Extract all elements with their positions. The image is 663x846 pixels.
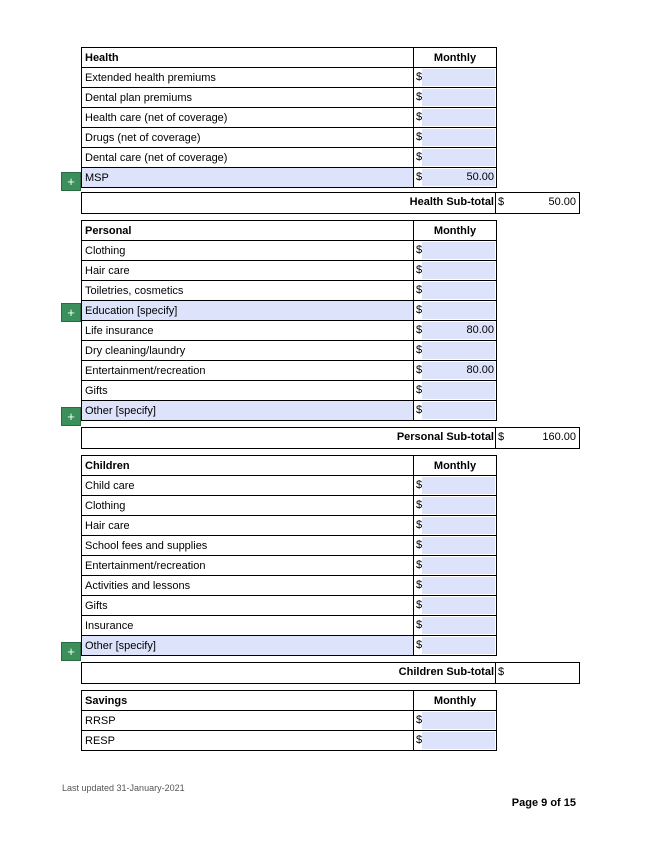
health-header-row: [82, 48, 497, 68]
personal-header-row: [82, 221, 497, 241]
row-label: Dry cleaning/laundry: [82, 341, 414, 361]
currency-symbol: $: [416, 244, 423, 256]
health-title: Health: [82, 48, 414, 68]
row-label: Gifts: [82, 596, 414, 616]
amount-input[interactable]: [422, 617, 495, 634]
row-label: Toiletries, cosmetics: [82, 281, 414, 301]
currency-symbol: $: [498, 196, 505, 208]
amount-input[interactable]: [422, 597, 495, 614]
currency-symbol: $: [416, 519, 423, 531]
personal-subtotal-row: [81, 427, 580, 449]
health-row-drugs: [82, 128, 497, 148]
amount-input[interactable]: [422, 69, 495, 86]
amount-input[interactable]: [422, 477, 495, 494]
personal-row-entertainment: [82, 361, 497, 381]
children-subtotal-value: [495, 663, 579, 683]
amount-input[interactable]: [422, 382, 495, 399]
add-row-button[interactable]: +: [61, 642, 81, 661]
children-row-hair-care: [82, 516, 497, 536]
row-label: Insurance: [82, 616, 414, 636]
row-label-input[interactable]: Education [specify]: [82, 301, 414, 321]
personal-subtotal-value: [495, 428, 579, 448]
amount-input[interactable]: 80.00: [422, 362, 495, 379]
currency-symbol: $: [416, 714, 423, 726]
add-row-button[interactable]: +: [61, 172, 81, 191]
amount-input[interactable]: [422, 109, 495, 126]
row-label: School fees and supplies: [82, 536, 414, 556]
currency-symbol: $: [416, 364, 423, 376]
amount-input[interactable]: 80.00: [422, 322, 495, 339]
row-label-input[interactable]: MSP: [82, 168, 414, 188]
add-row-button[interactable]: +: [61, 407, 81, 426]
amount-input[interactable]: [422, 149, 495, 166]
health-row-msp: [82, 168, 497, 188]
health-row-health-care: [82, 108, 497, 128]
personal-row-other: [82, 401, 497, 421]
personal-monthly-header: Monthly: [414, 221, 497, 241]
children-row-child-care: [82, 476, 497, 496]
currency-symbol: $: [498, 666, 505, 678]
amount-input[interactable]: [422, 242, 495, 259]
currency-symbol: $: [416, 71, 423, 83]
currency-symbol: $: [416, 499, 423, 511]
children-row-activities: [82, 576, 497, 596]
health-table: [81, 47, 497, 188]
page-number: Page 9 of 15: [511, 797, 576, 809]
currency-symbol: $: [416, 599, 423, 611]
currency-symbol: $: [416, 324, 423, 336]
row-label: Extended health premiums: [82, 68, 414, 88]
health-subtotal-amount: 50.00: [548, 196, 576, 208]
amount-input[interactable]: [422, 732, 495, 749]
children-subtotal-row: [81, 662, 580, 684]
row-label: Child care: [82, 476, 414, 496]
currency-symbol: $: [498, 431, 505, 443]
children-title: Children: [82, 456, 414, 476]
row-label: Dental plan premiums: [82, 88, 414, 108]
currency-symbol: $: [416, 304, 423, 316]
savings-table: [81, 690, 497, 751]
children-row-entertainment: [82, 556, 497, 576]
currency-symbol: $: [416, 559, 423, 571]
currency-symbol: $: [416, 264, 423, 276]
currency-symbol: $: [416, 479, 423, 491]
currency-symbol: $: [416, 639, 423, 651]
row-label: Clothing: [82, 496, 414, 516]
personal-row-life-insurance: [82, 321, 497, 341]
currency-symbol: $: [416, 284, 423, 296]
children-table: [81, 455, 497, 656]
children-monthly-header: Monthly: [414, 456, 497, 476]
row-label: Hair care: [82, 516, 414, 536]
savings-row-resp: [82, 731, 497, 751]
row-label: Hair care: [82, 261, 414, 281]
savings-title: Savings: [82, 691, 414, 711]
health-section: [81, 47, 580, 188]
amount-input[interactable]: [422, 712, 495, 729]
personal-row-clothing: [82, 241, 497, 261]
currency-symbol: $: [416, 619, 423, 631]
currency-symbol: $: [416, 384, 423, 396]
amount-input[interactable]: [422, 342, 495, 359]
amount-input[interactable]: [422, 402, 495, 419]
amount-input[interactable]: [422, 302, 495, 319]
row-label: Entertainment/recreation: [82, 361, 414, 381]
health-row-extended-health-premiums: [82, 68, 497, 88]
children-section: [81, 455, 580, 656]
health-row-dental-plan-premiums: [82, 88, 497, 108]
personal-subtotal-amount: 160.00: [542, 431, 576, 443]
health-subtotal-row: [81, 192, 580, 214]
amount-input[interactable]: [422, 577, 495, 594]
children-row-gifts: [82, 596, 497, 616]
add-row-button[interactable]: +: [61, 303, 81, 322]
last-updated-text: Last updated 31-January-2021: [62, 783, 185, 793]
personal-section: [81, 220, 580, 421]
health-subtotal-label: Health Sub-total: [409, 196, 494, 208]
currency-symbol: $: [416, 151, 423, 163]
row-label: RESP: [82, 731, 414, 751]
amount-input[interactable]: [422, 517, 495, 534]
children-row-insurance: [82, 616, 497, 636]
amount-input[interactable]: 50.00: [422, 169, 495, 186]
row-label: Health care (net of coverage): [82, 108, 414, 128]
currency-symbol: $: [416, 131, 423, 143]
children-header-row: [82, 456, 497, 476]
personal-row-hair-care: [82, 261, 497, 281]
row-label: RRSP: [82, 711, 414, 731]
personal-row-toiletries: [82, 281, 497, 301]
row-label: Life insurance: [82, 321, 414, 341]
row-label-input[interactable]: Other [specify]: [82, 636, 414, 656]
currency-symbol: $: [416, 171, 423, 183]
amount-input[interactable]: [422, 537, 495, 554]
currency-symbol: $: [416, 539, 423, 551]
currency-symbol: $: [416, 91, 423, 103]
personal-row-gifts: [82, 381, 497, 401]
personal-row-education: [82, 301, 497, 321]
row-label: Clothing: [82, 241, 414, 261]
amount-input[interactable]: [422, 129, 495, 146]
currency-symbol: $: [416, 111, 423, 123]
amount-input[interactable]: [422, 637, 495, 654]
personal-subtotal-label: Personal Sub-total: [396, 431, 494, 443]
personal-title: Personal: [82, 221, 414, 241]
amount-input[interactable]: [422, 89, 495, 106]
amount-input[interactable]: [422, 557, 495, 574]
savings-row-rrsp: [82, 711, 497, 731]
health-row-dental-care: [82, 148, 497, 168]
health-monthly-header: Monthly: [414, 48, 497, 68]
row-label: Drugs (net of coverage): [82, 128, 414, 148]
currency-symbol: $: [416, 404, 423, 416]
savings-header-row: [82, 691, 497, 711]
children-row-school-fees: [82, 536, 497, 556]
children-subtotal-label: Children Sub-total: [398, 666, 494, 678]
amount-input[interactable]: [422, 282, 495, 299]
amount-input[interactable]: [422, 497, 495, 514]
row-label-input[interactable]: Other [specify]: [82, 401, 414, 421]
health-subtotal-value: [495, 193, 579, 213]
personal-row-dry-cleaning: [82, 341, 497, 361]
personal-table: [81, 220, 497, 421]
row-label: Entertainment/recreation: [82, 556, 414, 576]
savings-monthly-header: Monthly: [414, 691, 497, 711]
savings-section: [81, 690, 580, 751]
row-label: Gifts: [82, 381, 414, 401]
row-label: Dental care (net of coverage): [82, 148, 414, 168]
row-label: Activities and lessons: [82, 576, 414, 596]
amount-input[interactable]: [422, 262, 495, 279]
children-row-other: [82, 636, 497, 656]
children-row-clothing: [82, 496, 497, 516]
currency-symbol: $: [416, 734, 423, 746]
currency-symbol: $: [416, 579, 423, 591]
currency-symbol: $: [416, 344, 423, 356]
